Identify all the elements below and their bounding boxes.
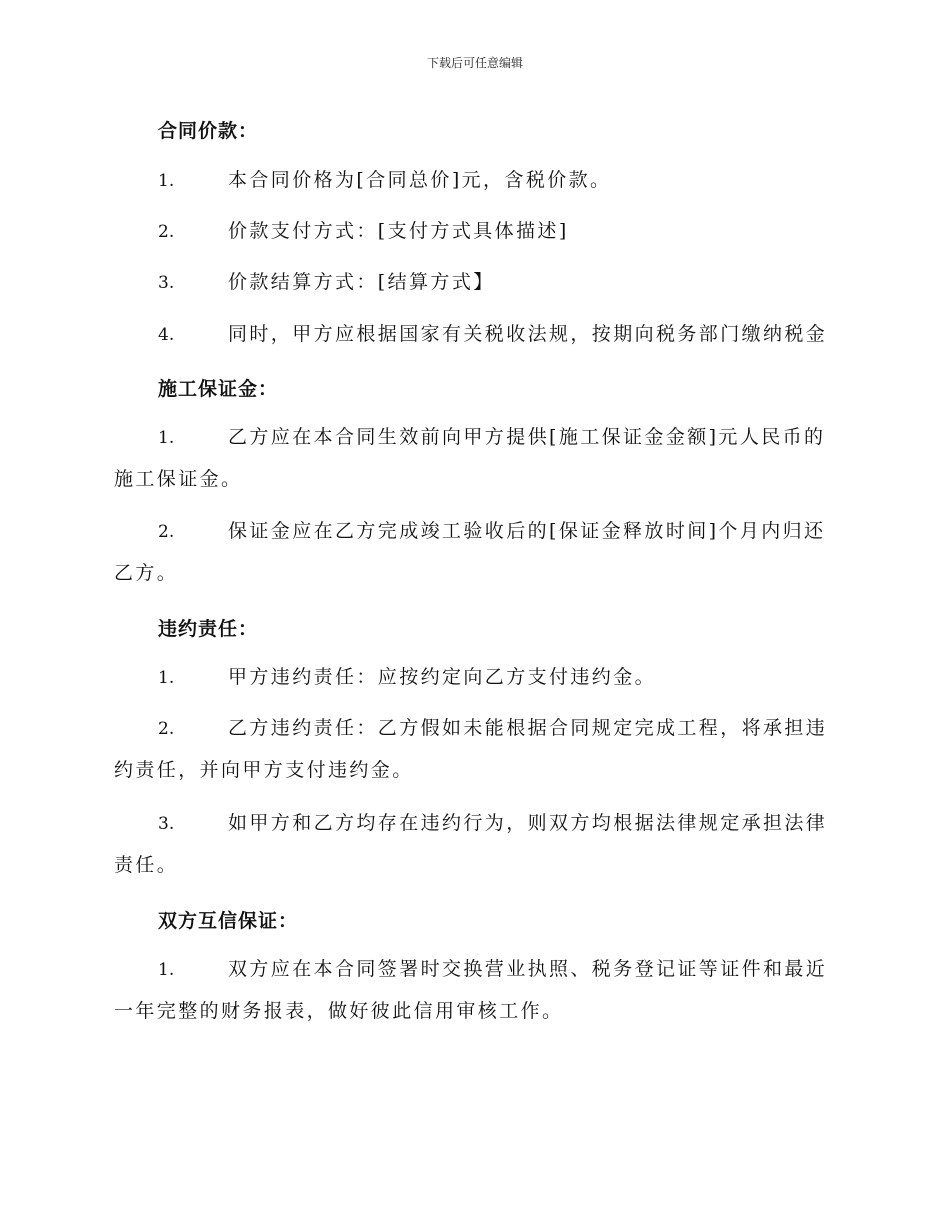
item-number: 4. [158, 325, 175, 345]
item-text: 乙方应在本合同生效前向甲方提供[施工保证金金额]元人民币的 [228, 426, 826, 448]
list-item [114, 210, 834, 252]
item-number: 2. [158, 522, 175, 542]
section-title-trust: 双方互信保证： [158, 910, 299, 932]
item-text: 价款结算方式：[结算方式】 [228, 271, 495, 293]
item-text: 价款支付方式：[支付方式具体描述] [228, 220, 569, 242]
item-text: 同时，甲方应根据国家有关税收法规，按期向税务部门缴纳税金 [228, 323, 828, 345]
item-text: 双方应在本合同签署时交换营业执照、税务登记证等证件和最近 [228, 958, 828, 980]
list-item [114, 510, 834, 594]
item-text: 如甲方和乙方均存在违约行为，则双方均根据法律规定承担法律 [228, 812, 828, 834]
list-item [114, 261, 834, 303]
list-item [114, 656, 834, 698]
item-text: 甲方违约责任：应按约定向乙方支付违约金。 [228, 666, 657, 688]
item-number: 3. [158, 273, 175, 293]
section-title-deposit: 施工保证金： [158, 378, 279, 400]
section-title-price: 合同价款： [158, 120, 259, 142]
item-number: 1. [158, 171, 175, 191]
list-item [114, 313, 834, 355]
item-number: 1. [158, 428, 175, 448]
item-number: 1. [158, 960, 175, 980]
item-text: 乙方违约责任：乙方假如未能根据合同规定完成工程，将承担违 [228, 717, 828, 739]
item-text-continued: 施工保证金。 [114, 468, 243, 490]
item-number: 2. [158, 222, 175, 242]
list-item [114, 416, 834, 500]
list-item [114, 802, 834, 886]
list-item [114, 159, 834, 201]
list-item [114, 948, 834, 1032]
list-item [114, 707, 834, 791]
item-number: 3. [158, 814, 175, 834]
item-text-continued: 乙方。 [114, 562, 179, 584]
section-title-breach: 违约责任： [158, 618, 259, 640]
item-text-continued: 责任。 [114, 854, 179, 876]
item-text: 本合同价格为[合同总价]元，含税价款。 [228, 169, 612, 191]
page-header: 下载后可任意编辑 [426, 56, 523, 70]
item-text-continued: 一年完整的财务报表，做好彼此信用审核工作。 [114, 1000, 564, 1022]
item-number: 1. [158, 668, 175, 688]
item-text: 保证金应在乙方完成竣工验收后的[保证金释放时间]个月内归还 [228, 520, 826, 542]
item-text-continued: 约责任，并向甲方支付违约金。 [114, 759, 414, 781]
item-number: 2. [158, 719, 175, 739]
